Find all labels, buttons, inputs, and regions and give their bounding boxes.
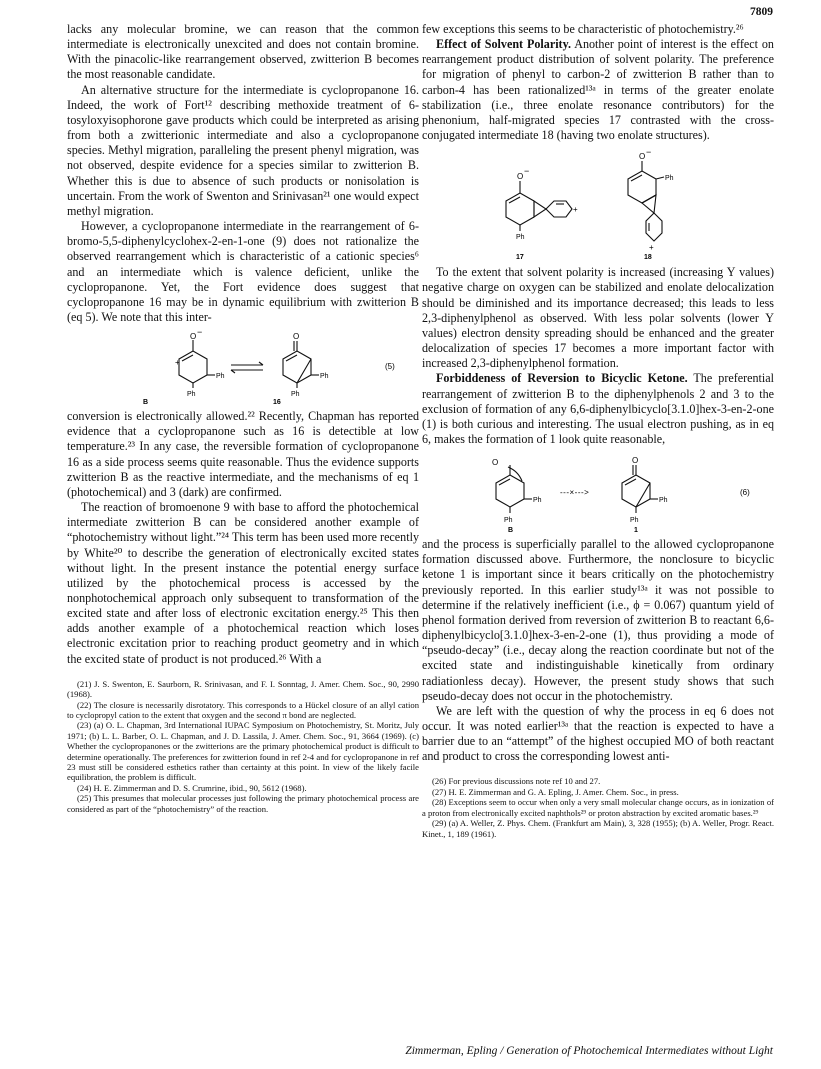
ph-label: Ph bbox=[320, 373, 329, 381]
plus-charge: + bbox=[175, 358, 180, 368]
species-17-18-figure bbox=[422, 149, 774, 261]
paragraph: The reaction of bromoenone 9 with base to afford the photochemical intermediate zwitterion B can be considered another example of “photochemistry without light.”²⁴ This term has been used more recently by White²⁰ to describe the generation of electronically excited states without light. In the present instance the potential energy surface utilized by the photochemical process is accessed by the nonphotochemical approach only subsequent to transformation of the excited state and after loss of electronic excitation energy.²⁵ This then adds another example of a photochemical reaction which loses electronic excitation prior to reaching product geometry and in which the excited state of product is not produced.²⁶ With a bbox=[67, 500, 419, 666]
forbidden-arrow: ---×---> bbox=[560, 488, 590, 498]
footnote: (23) (a) O. L. Chapman, 3rd International IUPAC Symposium on Photochemistry, St. Moritz, July 1971; (b) L. L. Barber, O. L. Chapman, and J. D. Lassila, J. Amer. Chem. Soc., 91, 3664 (1969). (c) Whether the cyclopropanones or the zwitterions are the primary photochemical product is difficult to determine operationally. The preferences for zwitterion found in ref 2-4 and for cyclopropanone in ref 23 must still be considered esthetics rather than certainty at this point. In view of the likely facile equilibration, the problem is difficult. bbox=[67, 720, 419, 783]
minus-charge: − bbox=[197, 331, 203, 338]
ph-label: Ph bbox=[504, 517, 513, 525]
footnote: (26) For previous discussions note ref 10 and 27. bbox=[432, 776, 601, 787]
ph-label: Ph bbox=[187, 391, 196, 399]
ph-label: Ph bbox=[630, 517, 639, 525]
paragraph bbox=[422, 37, 774, 143]
footnotes bbox=[422, 776, 774, 838]
equilibrium-arrow bbox=[231, 362, 263, 373]
structure-b bbox=[496, 465, 532, 513]
equation-number: (5) bbox=[385, 362, 395, 372]
page-number: 7809 bbox=[750, 6, 773, 18]
equation-number: (6) bbox=[740, 488, 750, 498]
equation-5-figure bbox=[67, 331, 419, 405]
plus-charge: + bbox=[649, 243, 654, 253]
footnote: (28) Exceptions seem to occur when only a very small molecular change occurs, as in ionization of a proton from electronically excited naphthols²⁹ or proton abstraction by excited aromatic bases.²⁹ bbox=[422, 797, 774, 818]
oxygen-label: O bbox=[190, 332, 197, 342]
running-footer: Zimmerman, Epling / Generation of Photochemical Intermediates without Light bbox=[405, 1045, 773, 1057]
species-17 bbox=[506, 181, 572, 231]
footnote: (29) (a) A. Weller, Z. Phys. Chem. (Frankfurt am Main), 3, 328 (1955); (b) A. Weller, Progr. React. Kinet., 1, 189 (1961). bbox=[422, 818, 774, 839]
section-heading: Effect of Solvent Polarity. bbox=[436, 37, 571, 52]
structure-1 bbox=[622, 465, 658, 513]
ph-label: Ph bbox=[533, 497, 542, 505]
ph-label: Ph bbox=[665, 175, 674, 183]
minus-charge: − bbox=[524, 166, 530, 177]
paragraph: and the process is superficially parallel to the allowed cyclopropanone formation discussed above. Furthermore, the nonclosure to bicyclic ketone 1 is important since it bears critically on the photochemistry previously reported. In this earlier study¹³ᵃ it was not possible to determine if the relatively inefficient (i.e., ϕ = 0.067) quantum yield of phenol formation derived from reversion of zwitterion B to reactant 6,6-diphenylbicyclo[3.1.0]hex-3-en-2-one (1), thus providing a mode of “pseudo-decay” (i.e., decay along the reaction coordinate but not of the excited state and indistinguishable kinetically from ordinary radiationless decay). However, the present study shows that such pseudo-decay does not occur in the photochemistry. bbox=[422, 537, 774, 703]
structure-16 bbox=[283, 341, 319, 388]
right-column bbox=[422, 22, 774, 839]
compound-label: 17 bbox=[516, 254, 524, 262]
footnote: (22) The closure is necessarily disrotatory. This corresponds to a Hückel closure of an allyl cation to cyclopropyl cation to the extent that oxygen and the second π bond are neglected. bbox=[67, 699, 419, 720]
plus-charge: + bbox=[573, 205, 578, 215]
section-heading: Forbiddeness of Reversion to Bicyclic Ketone. bbox=[436, 371, 688, 386]
equation-6-figure bbox=[422, 453, 774, 533]
ph-label: Ph bbox=[216, 373, 225, 381]
paragraph: conversion is electronically allowed.²² Recently, Chapman has reported evidence that a cyclopropanone such as 16 is detectible at low temperature.²³ In any case, the reversible formation of cyclopropanone 16 as a side process seems quite reasonable. Thus the evidence supports zwitterion B as the reactive intermediate, and the mechanisms of eq 1 (photochemical) and 3 (dark) are confirmed. bbox=[67, 409, 419, 499]
paragraph: However, a cyclopropanone intermediate in the rearrangement of 6-bromo-5,5-diphenylcyclohex-2-en-1-one (9) does not rationalize the observed rearrangement which is characteristic of a cationic species⁶ and an intermediate which is valence deficient, unlike the cyclopropanone. Yet, the Fort evidence does suggest that cyclopropanone 16 may be in dynamic equilibrium with zwitterion B (eq 5). We note that this inter- bbox=[67, 219, 419, 324]
oxygen-label: O bbox=[639, 152, 646, 162]
ph-label: Ph bbox=[659, 497, 668, 505]
paragraph: We are left with the question of why the process in eq 6 does not occur. It was noted earlier¹³ᵃ that the reaction is expected to have a barrier due to an “attempt” of the highest occupied MO of both reactant and product to cross the corresponding lowest anti- bbox=[422, 703, 774, 764]
paragraph: few exceptions this seems to be characteristic of photochemistry.²⁶ bbox=[422, 22, 744, 36]
oxygen-label: O bbox=[517, 172, 524, 182]
oxygen-label: O bbox=[492, 458, 499, 468]
oxygen-label: O bbox=[293, 332, 300, 342]
compound-label: B bbox=[508, 527, 514, 534]
ph-label: Ph bbox=[516, 234, 525, 242]
paragraph-text: Another point of interest is the effect on rearrangement product distribution of solvent polarity. The preference for migration of phenyl to carbon-2 of zwitterion B rather than to carbon-4 has been rationalized¹³ᵃ in terms of the greater enolate stabilization (i.e., three enolate resonance contributors) for the phenonium, half-migrated species 17 contrasted with the cross-conjugated intermediate 18 (having two enolate structures). bbox=[422, 37, 774, 143]
left-column bbox=[67, 22, 419, 814]
paragraph: To the extent that solvent polarity is increased (increasing Y values) negative charge on oxygen can be stabilized and enolate delocalization should be diminished and its importance decreased; this leads to less 2,3-diphenylphenol as observed. With less polar solvents (lower Y values) electron density spreading should be enhanced and the greater delocalization of species 17 becomes a more important factor with increased 2,3-diphenylphenol formation. bbox=[422, 265, 774, 371]
oxygen-label: O bbox=[632, 456, 639, 466]
footnote: (27) H. E. Zimmerman and G. A. Epling, J. Amer. Chem. Soc., in press. bbox=[432, 786, 679, 797]
compound-label: 1 bbox=[634, 527, 638, 534]
footnote: (25) This presumes that molecular processes just following the primary photochemical process are considered as part of the “photochemistry” of the reaction. bbox=[67, 793, 419, 814]
minus-charge: − bbox=[646, 149, 652, 158]
paragraph: An alternative structure for the intermediate is cyclopropanone 16. Indeed, the work of Fort¹² describing methoxide treatment of 6-tosyloxyisophorone gave products which could be interpreted as arising from both a zwitterionic intermediate and also a cyclopropanone species. Methyl migration, paralleling the present phenyl migration, was not observed, despite evidence for a species similar to zwitterion B. Whether this is due to absence of such products or nonisolation is uncertain. From the work of Swenton and Srinivasan²¹ one would expect methyl migration. bbox=[67, 82, 419, 218]
compound-label: 18 bbox=[644, 254, 652, 262]
ph-label: Ph bbox=[291, 391, 300, 399]
paragraph bbox=[422, 371, 774, 447]
paragraph: lacks any molecular bromine, we can reason that the common intermediate is electronically unexcited and does not contain bromine. With the pinacolic-like rearrangement observed, zwitterion B becomes the most reasonable candidate. bbox=[67, 22, 419, 82]
footnote: (24) H. E. Zimmerman and D. S. Crumrine, ibid., 90, 5612 (1968). bbox=[77, 782, 307, 793]
species-18 bbox=[628, 161, 664, 241]
compound-label: 16 bbox=[273, 399, 281, 406]
footnote: (21) J. S. Swenton, E. Saurborn, R. Srinivasan, and F. I. Sonntag, J. Amer. Chem. Soc., 90, 2990 (1968). bbox=[67, 678, 419, 700]
compound-label: B bbox=[143, 399, 149, 406]
structure-b bbox=[179, 340, 215, 388]
footnotes bbox=[67, 679, 419, 814]
paragraph-text: The preferential rearrangement of zwitterion B to the diphenylphenols 2 and 3 to the exclusion of formation of any 6,6-diphenylbicyclo[3.1.0]hex-3-en-2-one (1) is both curious and interesting. The usual electron pushing, as in eq 6, makes the formation of 1 look quite reasonable, bbox=[422, 371, 775, 446]
